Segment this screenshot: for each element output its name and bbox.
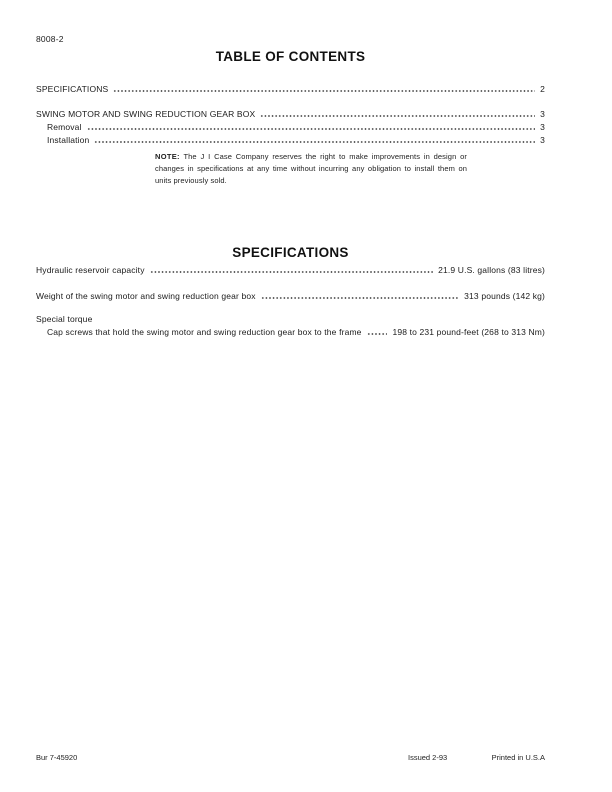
toc-entry-page-number: 3 — [540, 122, 545, 132]
special-torque-label: Cap screws that hold the swing motor and swing reduction gear box to the frame — [47, 327, 362, 337]
dot-leader — [260, 115, 535, 117]
dot-leader — [87, 128, 536, 130]
dot-leader — [94, 141, 535, 143]
toc-entry-page-number: 3 — [540, 135, 545, 145]
dot-leader — [367, 333, 388, 335]
toc-entry-label: Removal — [47, 122, 82, 132]
dot-leader — [261, 297, 460, 299]
specification-row — [36, 264, 545, 277]
toc-entry-row — [36, 108, 545, 121]
specifications-list — [36, 264, 545, 303]
toc-entry-page-number: 2 — [540, 84, 545, 94]
specification-label: Weight of the swing motor and swing reduction gear box — [36, 291, 256, 301]
footer-form-number: Bur 7-45920 — [36, 753, 78, 762]
toc-entry-row — [36, 121, 545, 134]
note-text: The J I Case Company reserves the right to make improvements in design or changes in specifications at any time without incurring any obligation to install them on units previously sold. — [155, 152, 467, 185]
toc-entry-page-number: 3 — [540, 109, 545, 119]
dot-leader — [113, 90, 535, 92]
specification-value: 21.9 U.S. gallons (83 litres) — [438, 265, 545, 275]
toc-entry-label: SPECIFICATIONS — [36, 84, 109, 94]
toc-title: TABLE OF CONTENTS — [215, 49, 366, 64]
footer-printed-in: Printed in U.S.A — [491, 753, 545, 762]
dot-leader — [150, 271, 434, 273]
special-torque-section — [36, 313, 545, 339]
specification-value: 313 pounds (142 kg) — [464, 291, 545, 301]
specifications-title: SPECIFICATIONS — [232, 245, 349, 260]
footer-issued-date: Issued 2-93 — [408, 753, 448, 762]
toc-entry-label: SWING MOTOR AND SWING REDUCTION GEAR BOX — [36, 109, 256, 119]
note-label: NOTE: — [155, 152, 180, 161]
page-footer — [0, 752, 612, 764]
special-torque-row — [36, 326, 545, 339]
toc-entry-label: Installation — [47, 135, 90, 145]
special-torque-value: 198 to 231 pound-feet (268 to 313 Nm) — [392, 327, 545, 337]
special-torque-heading: Special torque — [36, 314, 93, 324]
note-paragraph — [155, 151, 467, 187]
toc-entry-row — [36, 83, 545, 96]
page-number-header: 8008-2 — [36, 34, 64, 44]
specification-row — [36, 290, 545, 303]
toc-entry-row — [36, 134, 545, 147]
specification-label: Hydraulic reservoir capacity — [36, 265, 145, 275]
toc-list — [36, 83, 545, 147]
